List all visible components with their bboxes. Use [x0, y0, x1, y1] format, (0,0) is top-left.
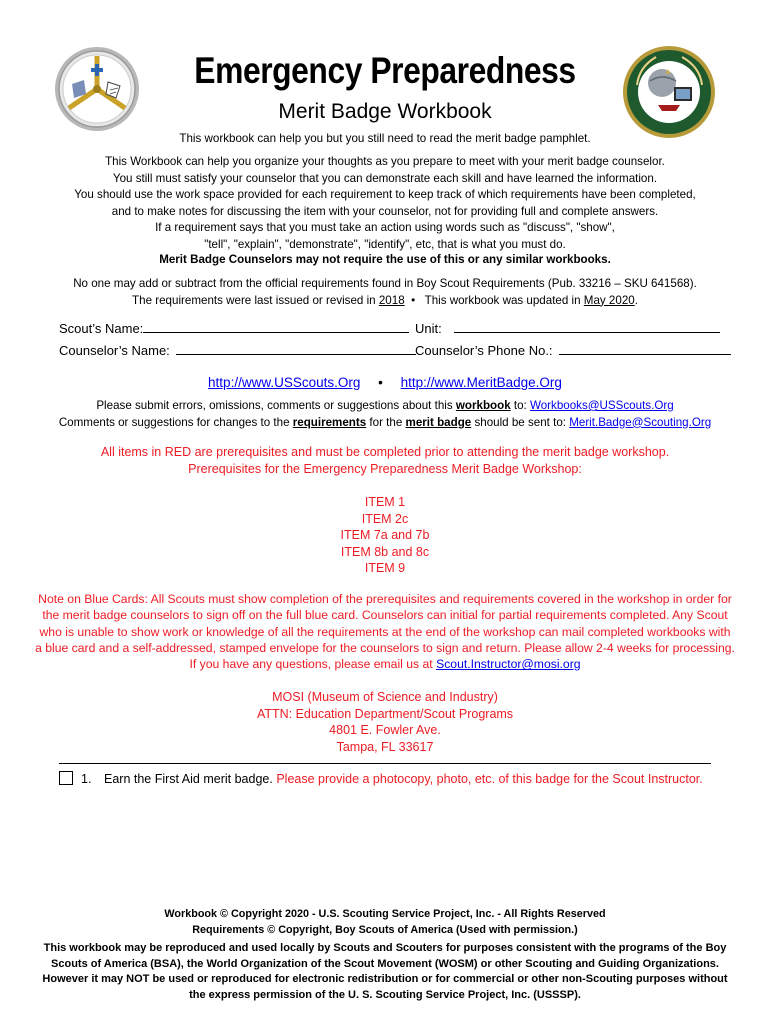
address-line: Tampa, FL 33617	[336, 739, 434, 754]
counselor-notice: Merit Badge Counselors may not require the use of this or any similar workbooks.	[159, 253, 611, 266]
prerequisites-block	[0, 444, 770, 577]
prereq-item: ITEM 1	[364, 495, 406, 509]
revision-prefix: The requirements were last issued or revised in	[132, 293, 379, 307]
blue-card-line: a blue card and a self-addressed, stamped envelope for the counselors to sign and return. Please allow 2-4 weeks for processing.	[35, 640, 735, 655]
requirements-note	[0, 276, 770, 309]
counselor-name-label: Counselor’s Name:	[59, 343, 170, 358]
requirement-1	[104, 771, 703, 788]
merit-badge-email-link[interactable]: Merit.Badge@Scouting.Org	[569, 415, 712, 429]
submit-text: should be sent to:	[471, 415, 570, 429]
requirements-copyright: Requirements © Copyright, Boy Scouts of America (Used with permission.)	[192, 923, 578, 936]
contact-text: If you have any questions, please email us at	[189, 657, 437, 672]
scout-name-field[interactable]	[59, 320, 409, 336]
prereq-heading: Prerequisites for the Emergency Preparedness Merit Badge Workshop:	[188, 461, 582, 476]
revision-suffix: .	[634, 293, 638, 307]
section-divider	[59, 763, 711, 764]
website-links	[0, 375, 770, 390]
intro-line: If a requirement says that you must take an action using words such as "discuss", "show",	[155, 221, 615, 234]
revision-middle: • This workbook was updated in	[404, 293, 584, 307]
pamphlet-note: This workbook can help you but you still need to read the merit badge pamphlet.	[179, 132, 591, 145]
counselor-name-field[interactable]	[59, 342, 416, 358]
intro-line: This Workbook can help you organize your thoughts as you prepare to meet with your merit badge counselor.	[105, 155, 665, 168]
meritbadge-link[interactable]: http://www.MeritBadge.Org	[400, 375, 562, 390]
prereq-item: ITEM 8b and 8c	[340, 544, 430, 559]
prereq-intro: All items in RED are prerequisites and must be completed prior to attending the merit badge workshop.	[100, 445, 670, 459]
requirement-1-checkbox[interactable]	[59, 771, 73, 790]
submit-workbook-line	[0, 398, 770, 415]
blue-card-note	[0, 591, 770, 672]
intro-line: You still must satisfy your counselor that you can demonstrate each skill and have learned the information.	[112, 171, 658, 185]
scout-name-line[interactable]	[143, 320, 409, 333]
terms-line: However it may NOT be used or reproduced for electronic redistribution or for commercial or other non-Scouting purposes without	[42, 973, 728, 985]
submit-instructions	[0, 398, 770, 431]
workbook-word: workbook	[455, 399, 511, 412]
prereq-item: ITEM 7a and 7b	[340, 528, 430, 542]
usage-terms	[0, 941, 770, 1003]
submit-requirements-line	[0, 415, 770, 432]
address-line: 4801 E. Fowler Ave.	[329, 723, 441, 737]
requirements-source-line: No one may add or subtract from the official requirements found in Boy Scout Requirements (Pub. 33216 – SKU 641568).	[73, 277, 697, 290]
intro-line: You should use the work space provided for each requirement to keep track of which requirements have been completed,	[74, 188, 696, 201]
intro-line: and to make notes for discussing the item with your counselor, not for providing full and complete answers.	[111, 204, 659, 218]
workbook-copyright: Workbook © Copyright 2020 - U.S. Scouting Service Project, Inc. - All Rights Reserved	[164, 908, 606, 920]
counselor-phone-line[interactable]	[559, 342, 731, 355]
blue-card-line: the merit badge counselors to sign off on the full blue card. Counselors can initial for partial requirements completed. Any Scout	[42, 608, 728, 623]
blue-card-line: Note on Blue Cards: All Scouts must show completion of the prerequisites and requirements covered in the workshop in order for	[38, 592, 732, 606]
address-line: ATTN: Education Department/Scout Programs	[256, 706, 514, 721]
page-title: Emergency Preparedness	[194, 50, 576, 91]
updated-date: May 2020	[583, 293, 635, 307]
contact-line	[0, 656, 770, 672]
requirement-1-text: Earn the First Aid merit badge.	[104, 772, 273, 786]
submit-text: Comments or suggestions for changes to the	[58, 415, 293, 429]
prereq-item: ITEM 9	[364, 561, 406, 575]
usscouts-link[interactable]: http://www.USScouts.Org	[208, 375, 361, 390]
terms-line: This workbook may be reproduced and used locally by Scouts and Scouters for purposes consistent with the programs of the Boy	[43, 942, 727, 954]
requirement-1-number: 1.	[81, 772, 92, 786]
mosi-address	[0, 689, 770, 755]
terms-line: Scouts of America (BSA), the World Organization of the Scout Movement (WOSM) or other Scouting and Guiding Organizations.	[51, 957, 719, 970]
requirement-1-red-text: Please provide a photocopy, photo, etc. of this badge for the Scout Instructor.	[276, 772, 703, 786]
intro-line: "tell", "explain", "demonstrate", "identify", etc, that is what you must do.	[204, 237, 566, 251]
page-subtitle: Merit Badge Workbook	[278, 100, 492, 123]
blue-card-line: who is unable to show work or knowledge of all the requirements at the end of the workshop can mail completed workbooks with	[39, 624, 731, 639]
merit-badge-word: merit badge	[405, 415, 472, 429]
submit-text: for the	[366, 415, 406, 429]
terms-line: the express permission of the U. S. Scouting Service Project, Inc. (USSSP).	[189, 988, 581, 1001]
workbooks-email-link[interactable]: Workbooks@USScouts.Org	[530, 399, 674, 412]
counselor-name-line[interactable]	[176, 342, 416, 355]
unit-label: Unit:	[415, 321, 442, 336]
counselor-phone-label: Counselor’s Phone No.:	[415, 343, 553, 358]
revision-line	[0, 293, 770, 310]
prereq-item: ITEM 2c	[361, 511, 409, 526]
submit-text: to:	[510, 399, 530, 412]
scout-name-label: Scout’s Name:	[59, 321, 144, 336]
address-line: MOSI (Museum of Science and Industry)	[272, 690, 498, 704]
links-separator: •	[378, 375, 383, 390]
intro-paragraph	[0, 154, 770, 253]
requirements-word: requirements	[292, 415, 367, 429]
unit-line[interactable]	[454, 320, 720, 333]
instructor-email-link[interactable]: Scout.Instructor@mosi.org	[436, 657, 581, 672]
unit-field[interactable]	[415, 320, 720, 336]
counselor-phone-field[interactable]	[415, 342, 731, 358]
issued-year: 2018	[378, 293, 405, 307]
copyright-block	[0, 907, 770, 938]
submit-text: Please submit errors, omissions, comments or suggestions about this	[96, 399, 456, 412]
